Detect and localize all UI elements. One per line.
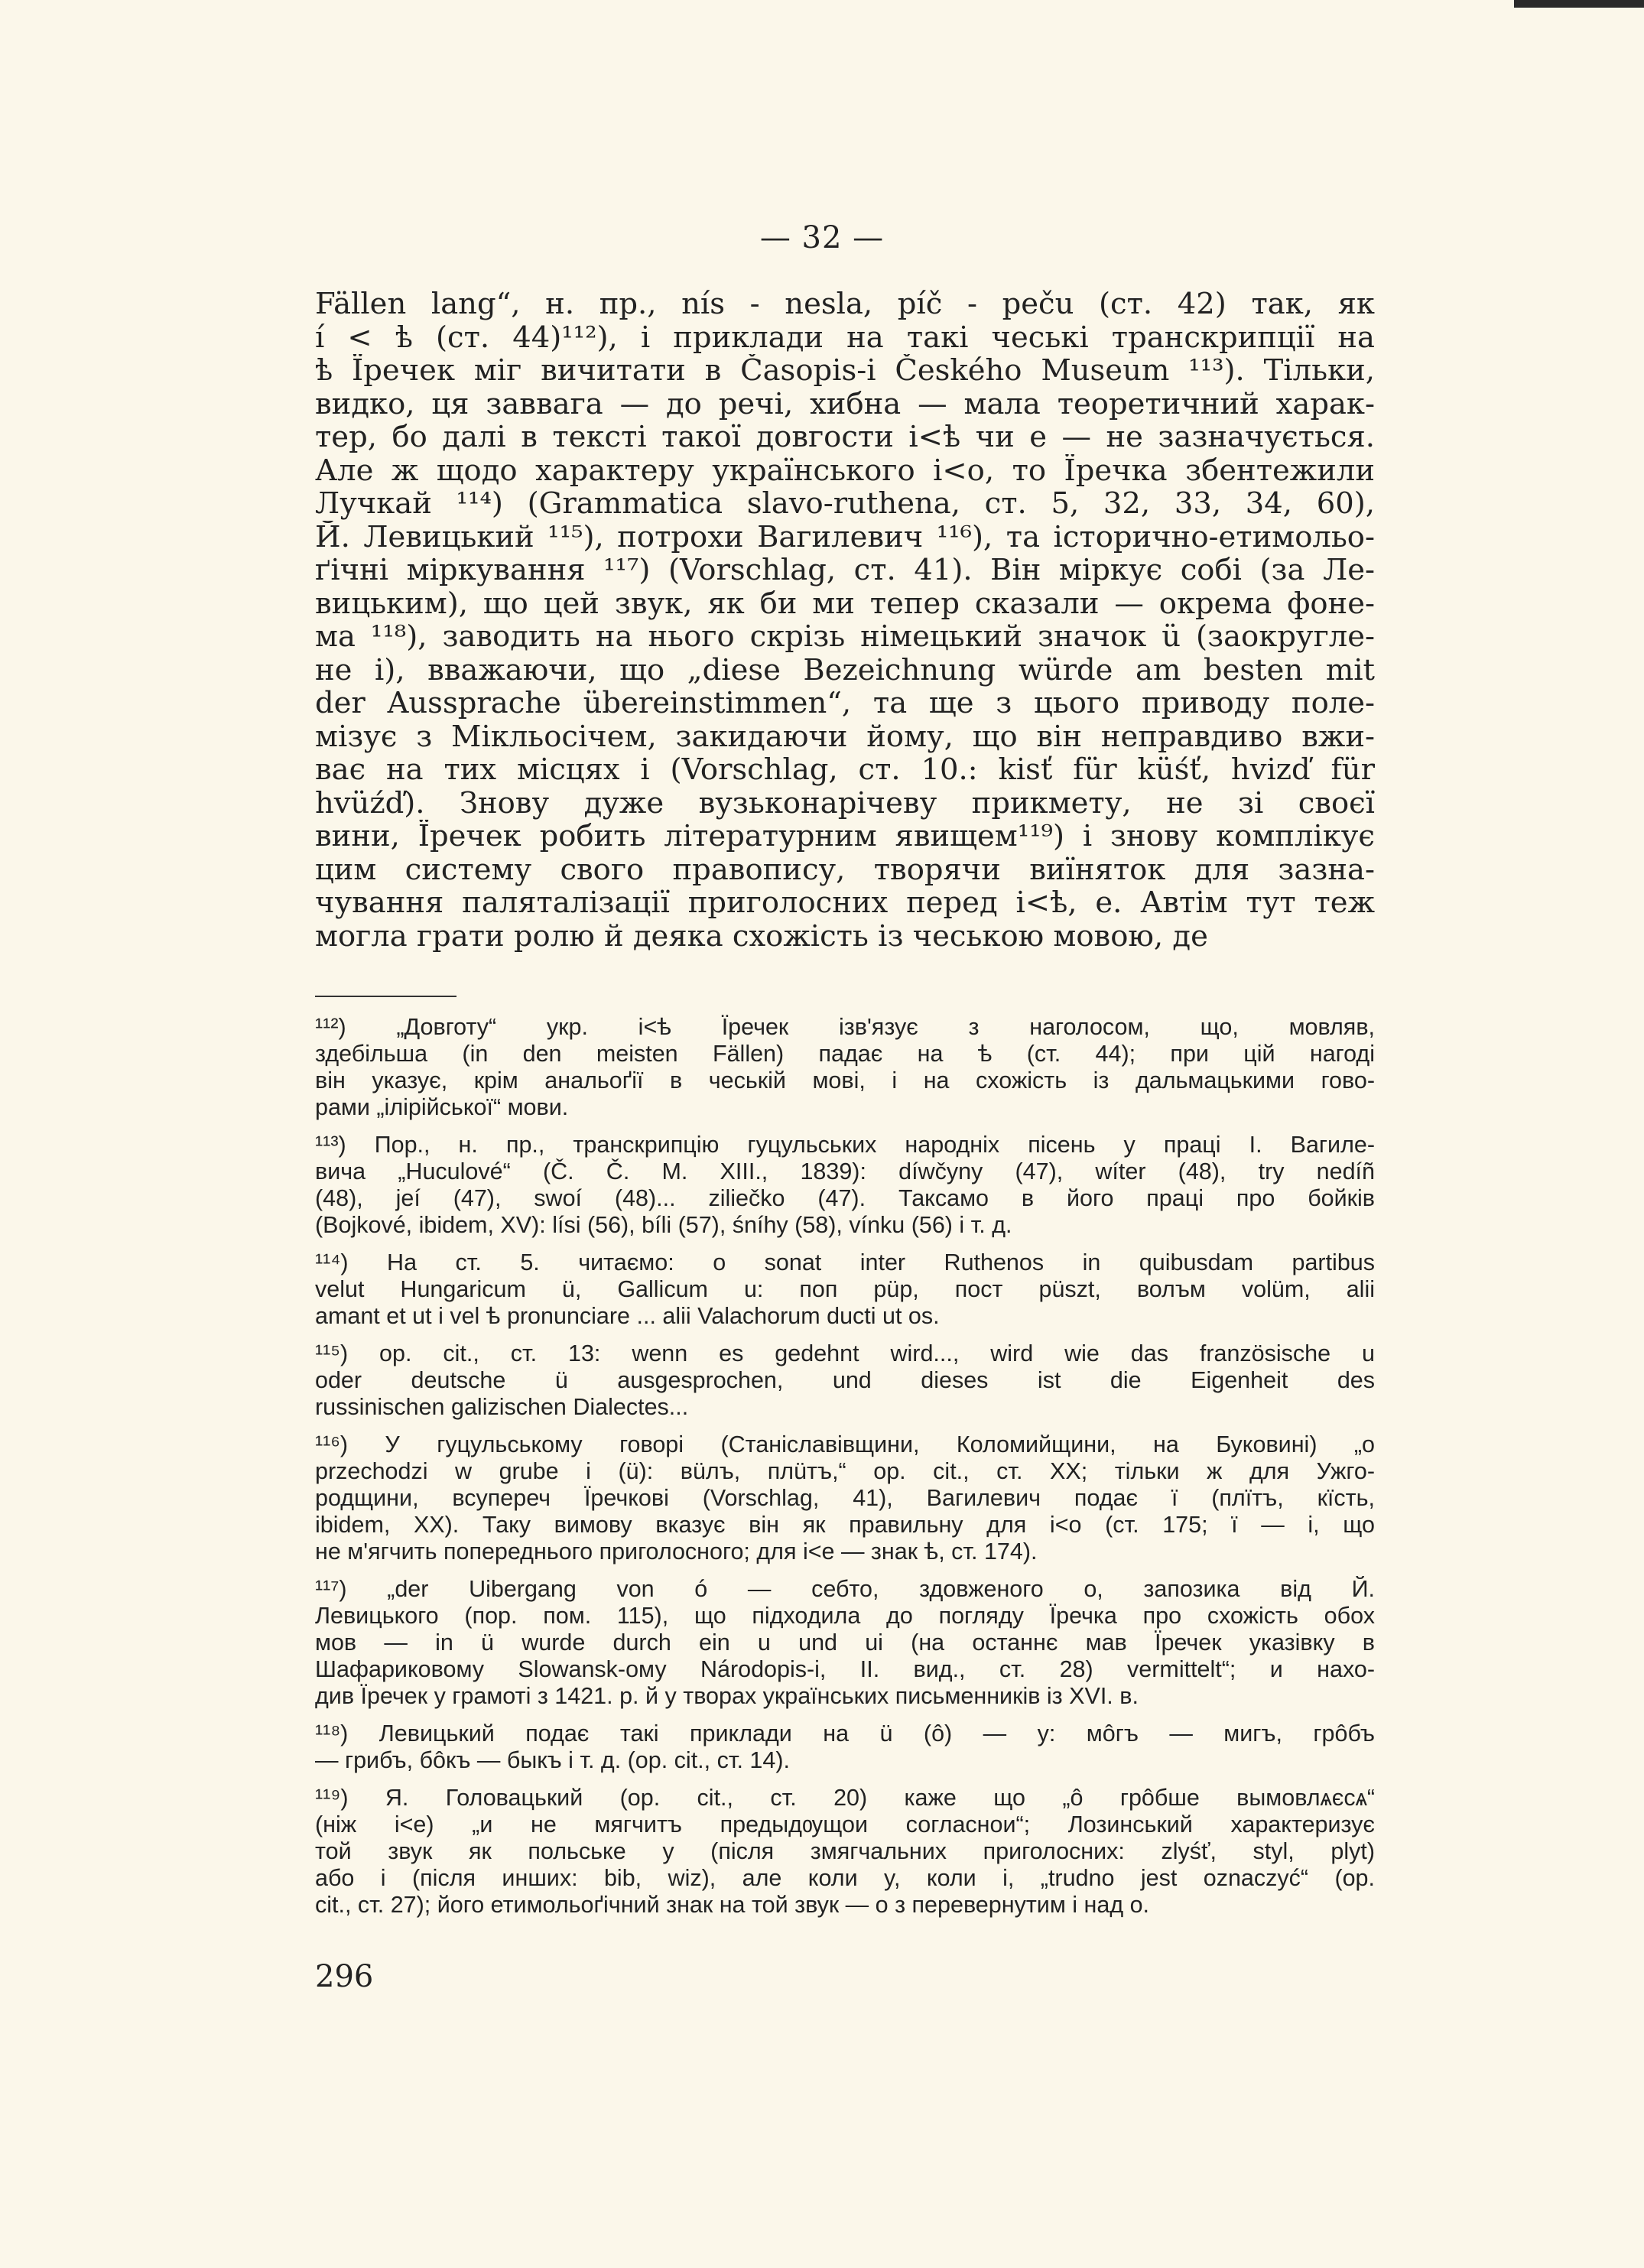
footnote-line: (48), jeí (47), swoí (48)... ziliečko (47). Таксамо в його праці про бойків [315,1185,1375,1211]
footnote-line: вича „Huculové“ (Č. Č. M. XIII., 1839): díwčyny (47), wíter (48), try nedíñ [315,1158,1375,1184]
footnote-115 [315,1340,1375,1421]
footnote-line: див Їречек у грамоті з 1421. р. й у творах українських письменників із XVI. в. [315,1683,1139,1709]
body-line: Fällen lang“, н. пр., nís - nesla, píč - peču (ст. 42) так, як [315,288,1375,321]
body-line: тер, бо далі в тексті такої довгости і<ѣ чи е — не зазначується. [315,421,1375,454]
footnote-line: oder deutsche ü ausgesprochen, und dieses ist die Eigenheit des [315,1367,1375,1393]
footnote-line: ¹¹⁹) Я. Головацький (op. cit., ст. 20) каже що „ô грôбше вымовлѧєсѧ“ [315,1785,1375,1811]
body-line: ває на тих місцях і (Vorschlag, ст. 10.: kisť für küśť, hvizď für [315,753,1375,787]
footnote-line: ¹¹⁵) op. cit., ст. 13: wenn es gedehnt wird..., wird wie das französische u [315,1340,1375,1366]
footnote-line: amant et ut i vel ѣ pronunciare ... alii Valachorum ducti ut оѕ. [315,1303,940,1329]
footnotes [315,1014,1375,1929]
body-line: вини, Їречек робить літературним явищем¹¹⁹) і знову комплікує [315,820,1375,853]
footnote-line: ¹¹⁶) У гуцульському говорі (Станіславівщини, Коломийщини, на Буковині) „o [315,1431,1375,1457]
footnote-line: Шафариковому Slowansk-ому Národopis-і, II. вид., ст. 28) vermittelt“; и нахо- [315,1656,1375,1682]
footnote-line: przechodzi w grube i (ü): вüлъ, плüтъ,“ op. cit., ст. XX; тільки ж для Ужго- [315,1458,1375,1484]
body-line: видко, ця заввага — до речі, хибна — мала теоретичний харак- [315,387,1375,421]
footnote-line: ¹¹³) Пор., н. пр., транскрипцію гуцульських народніх пісень у праці І. Вагиле- [315,1132,1375,1158]
footnote-line: ibidem, XX). Таку вимову вказує він як правильну для і<о (ст. 175; ї — і, що [315,1512,1375,1538]
body-line: ѣ Їречек міг вичитати в Časopis-і Českého Museum ¹¹³). Тільки, [315,354,1375,388]
body-line: Але ж щодо характеру українського і<о, то Їречка збентежили [315,453,1375,487]
footnote-line: той звук як польське y (після змягчальних приголосних: zlyśť, styl, plyt) [315,1838,1375,1864]
footnote-line: здебільша (in den meisten Fällen) падає на ѣ (ст. 44); при цій нагоді [315,1041,1375,1067]
body-line: мізує з Мікльосічем, закидаючи йому, що він неправдиво вжи- [315,720,1375,753]
body-line: чування паляталізації приголосних перед і<ѣ, е. Автім тут теж [315,886,1375,920]
footnote-112 [315,1014,1375,1121]
footnote-line: velut Hungaricum ü, Gallicum u: поп püp, пост püszt, волъм volüm, alii [315,1276,1375,1302]
body-line: могла грати ролю й деяка схожість із чеською мовою, де [315,919,1208,953]
footnote-116 [315,1431,1375,1565]
body-line: ма ¹¹⁸), заводить на нього скрізь німецький значок ü (заокругле- [315,620,1375,654]
footnote-119 [315,1785,1375,1919]
footnote-line: — грибъ, бôкъ — быкъ і т. д. (op. cit., ст. 14). [315,1747,790,1773]
footnote-line: родщини, всупереч Їречкові (Vorschlag, 41), Вагилевич подає ї (плїтъ, кїсть, [315,1485,1375,1511]
footnote-line: ¹¹⁷) „der Uibergang von ó — себто, здовженого о, запозика від Й. [315,1576,1375,1602]
body-line: вицьким), що цей звук, як би ми тепер сказали — окрема фоне- [315,586,1375,620]
page-number: 296 [315,1959,374,1994]
body-line: hvüźď). Знову дуже вузьконарічеву прикмету, не зі своєї [315,786,1375,820]
footnote-117 [315,1576,1375,1710]
body-line: der Aussprache übereinstimmen“, та ще з цього приводу поле- [315,687,1375,720]
body-line: Лучкай ¹¹⁴) (Grammatica slavo-ruthena, ст. 5, 32, 33, 34, 60), [315,487,1375,521]
footnote-line: рами „ілірійської“ мови. [315,1094,569,1120]
footnote-113 [315,1132,1375,1239]
body-line: ґічні міркування ¹¹⁷) (Vorschlag, ст. 41). Він міркує собі (за Ле- [315,554,1375,587]
footnote-line: russinischen galizischen Dialectes... [315,1394,689,1420]
body-line: í < ѣ (ст. 44)¹¹²), і приклади на такі чеські транскрипції на [315,320,1375,354]
footnote-line: ¹¹⁴) На ст. 5. читаємо: o sonat inter Ruthenos in quibusdam partibus [315,1249,1375,1275]
footnote-114 [315,1249,1375,1330]
footnote-line: ¹¹²) „Довготу“ укр. і<ѣ Їречек ізв'язує з наголосом, що, мовляв, [315,1014,1375,1040]
body-line: цим систему свого правопису, творячи виїняток для зазна- [315,853,1375,886]
footnote-line: він указує, крім анальоґії в чеській мові, і на схожість із дальмацькими гово- [315,1067,1375,1093]
footnote-line: (ніж і<е) „и не мягчитъ предыдѹщои согласнои“; Лозинський характеризує [315,1811,1375,1837]
scan-corner-mark [1514,0,1644,8]
main-text [315,288,1375,953]
footnote-line: ¹¹⁸) Левицький подає такі приклади на ü (ô) — у: мôгъ — мигъ, грôбъ [315,1720,1375,1746]
page-header: — 32 — [759,220,885,255]
footnote-line: або і (після инших: bib, wiz), але коли y, коли і, „trudno jest oznaczyć“ (op. [315,1865,1375,1891]
footnote-line: мов — in ü wurde durch ein u und ui (на останнє мав Їречек указівку в [315,1630,1375,1656]
body-line: Й. Левицький ¹¹⁵), потрохи Вагилевич ¹¹⁶), та історично-етимольо- [315,520,1375,554]
footnote-line: не м'ягчить попереднього приголосного; для і<е — знак ѣ, ст. 174). [315,1539,1038,1565]
body-line: не і), вважаючи, що „diese Bezeichnung würde am besten mit [315,653,1375,687]
footnote-line: cit., ст. 27); його етимольоґічний знак на той звук — о з перевернутим і над о. [315,1892,1150,1918]
footnote-118 [315,1720,1375,1774]
footnote-line: (Bojkové, ibidem, XV): lísi (56), bíli (57), śníhy (58), vínku (56) і т. д. [315,1212,1012,1238]
footnote-line: Левицького (пор. пом. 115), що підходила до погляду Їречка про схожість обох [315,1603,1375,1629]
footnote-divider [315,996,456,997]
